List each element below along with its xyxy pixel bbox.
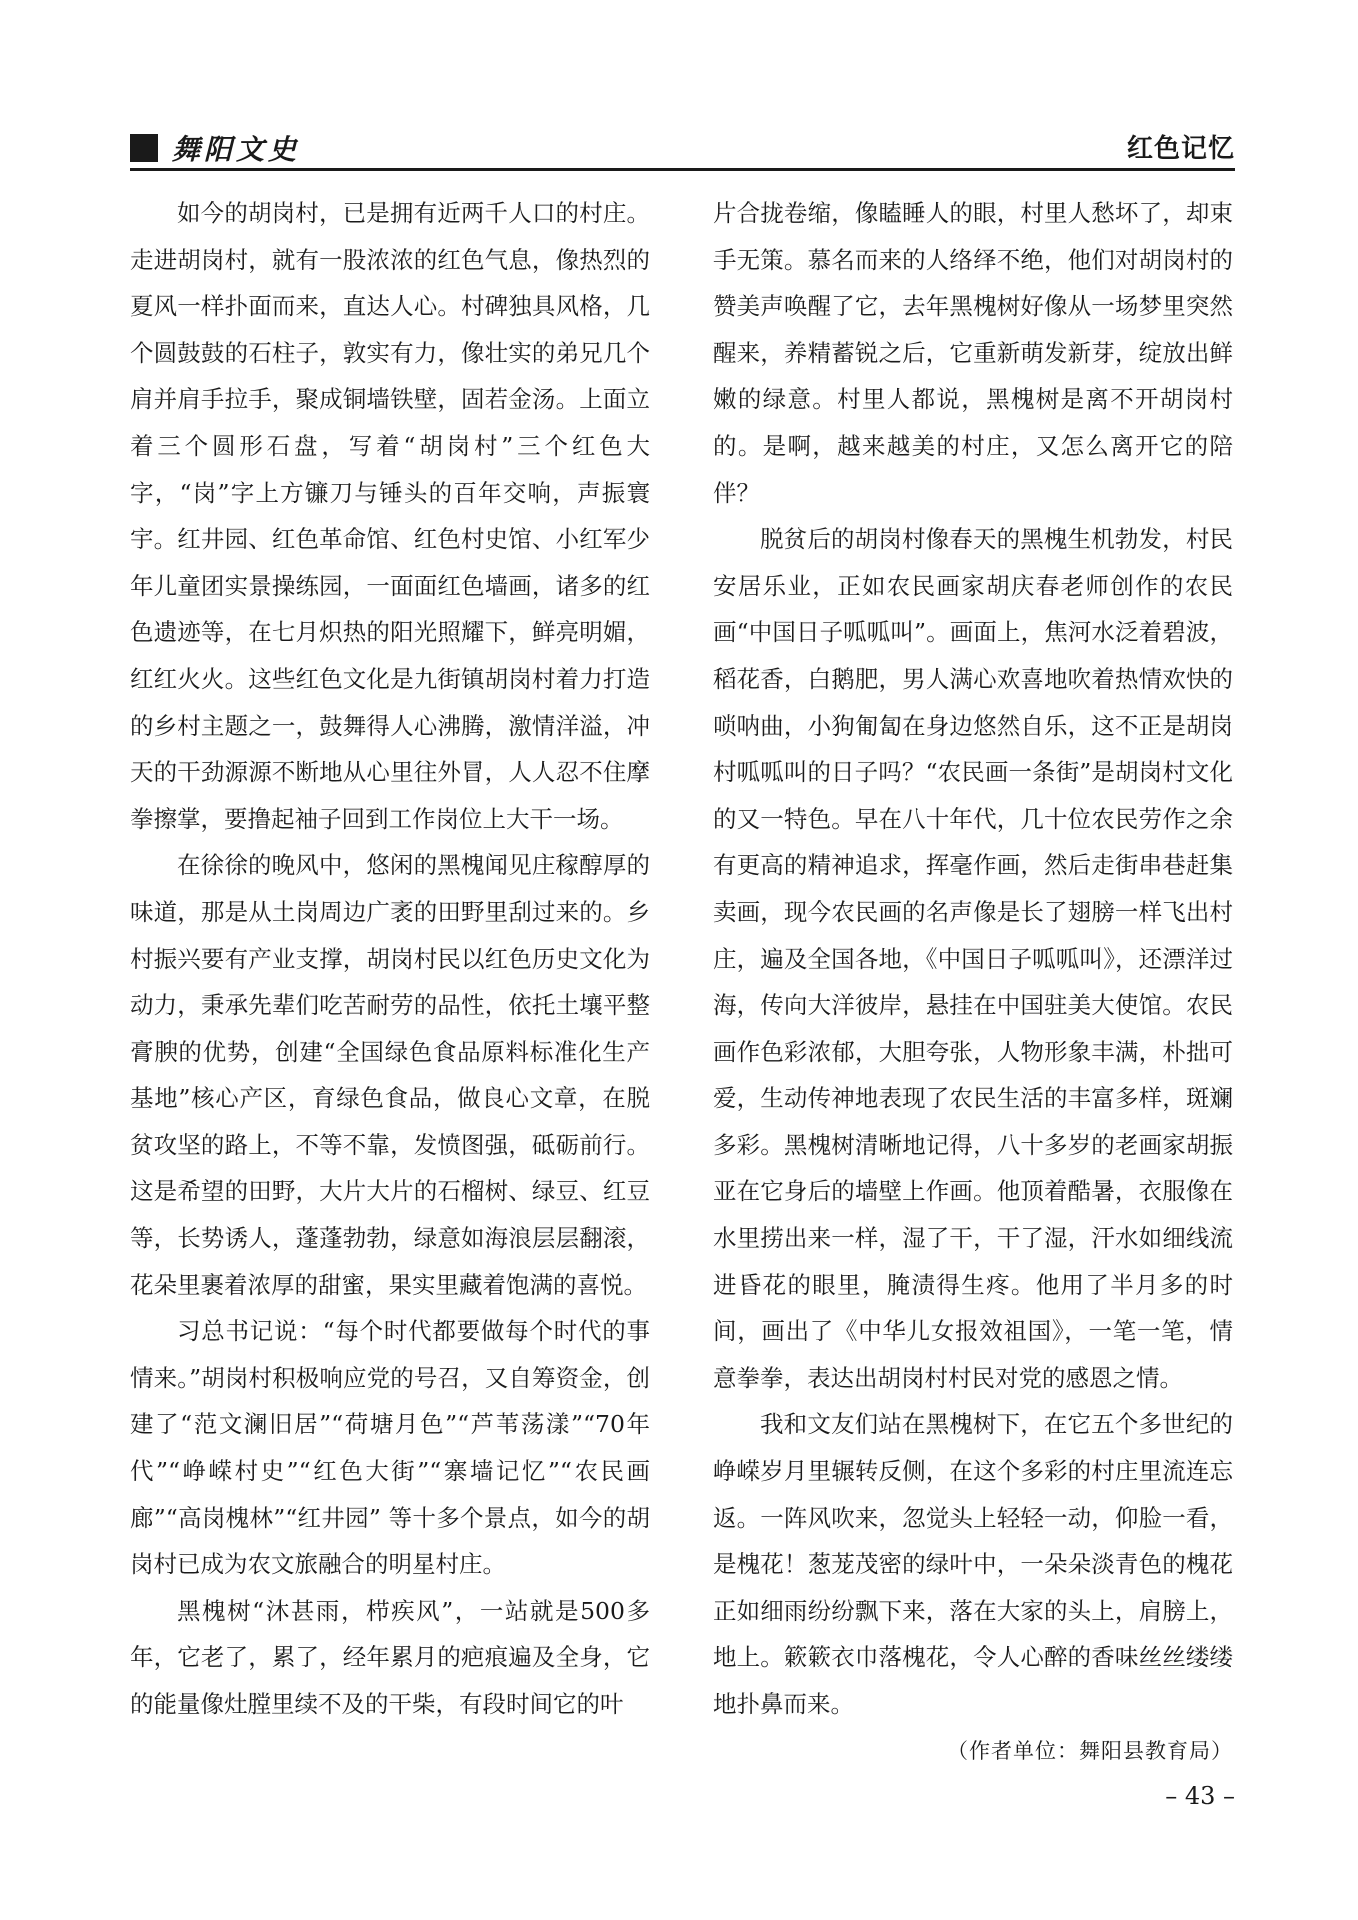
paragraph: 如今的胡岗村，已是拥有近两千人口的村庄。走进胡岗村，就有一股浓浓的红色气息，像热烈的夏风一样扑面而来，直达人心。村碑独具风格，几个圆鼓鼓的石柱子，敦实有力，像壮实的弟兄几个肩并肩手拉手，聚成铜墙铁壁，固若金汤。上面立着三个圆形石盘，写着“胡岗村”三个红色大字，“岗”字上方镰刀与锤头的百年交响，声振寰宇。红井园、红色革命馆、红色村史馆、小红军少年儿童团实景操练园，一面面红色墙画，诸多的红色遗迹等，在七月炽热的阳光照耀下，鲜亮明媚，红红火火。这些红色文化是九街镇胡岗村着力打造的乡村主题之一，鼓舞得人心沸腾，激情洋溢，冲天的干劲源源不断地从心里往外冒，人人忍不住摩拳擦掌，要撸起袖子回到工作岗位上大干一场。 xyxy=(130,199,650,833)
paragraph: 习总书记说：“每个时代都要做每个时代的事情来。”胡岗村积极响应党的号召，又自筹资金，创建了“范文澜旧居”“荷塘月色”“芦苇荡漾”“70年代”“峥嵘村史”“红色大街”“寨墙记忆”“农民画廊”“高岗槐林”“红井园” 等十多个景点，如今的胡岗村已成为农文旅融合的明星村庄。 xyxy=(130,1317,650,1579)
section-title: 红色记忆 xyxy=(1126,134,1235,164)
journal-masthead xyxy=(130,128,300,168)
article-column-right xyxy=(713,190,1233,1774)
author-affiliation: （作者单位：舞阳县教育局） xyxy=(947,1738,1233,1763)
masthead-square-mark xyxy=(130,134,158,162)
paragraph: 在徐徐的晚风中，悠闲的黑槐闻见庄稼醇厚的味道，那是从土岗周边广袤的田野里刮过来的。乡村振兴要有产业支撑，胡岗村民以红色历史文化为动力，秉承先辈们吃苦耐劳的品性，依托土壤平整膏腴的优势，创建“全国绿色食品原料标准化生产基地”核心产区，育绿色食品，做良心文章，在脱贫攻坚的路上，不等不靠，发愤图强，砥砺前行。这是希望的田野，大片大片的石榴树、绿豆、红豆等，长势诱人，蓬蓬勃勃，绿意如海浪层层翻滚，花朵里裹着浓厚的甜蜜，果实里藏着饱满的喜悦。 xyxy=(130,851,650,1299)
paragraph-continuation: 片合拢卷缩，像瞌睡人的眼，村里人愁坏了，却束手无策。慕名而来的人络绎不绝，他们对胡岗村的赞美声唤醒了它，去年黑槐树好像从一场梦里突然醒来，养精蓄锐之后，它重新萌发新芽，绽放出鲜嫩的绿意。村里人都说，黑槐树是离不开胡岗村的。是啊，越来越美的村庄，又怎么离开它的陪伴？ xyxy=(713,199,1233,507)
header-divider xyxy=(130,168,1235,171)
paragraph: 脱贫后的胡岗村像春天的黑槐生机勃发，村民安居乐业，正如农民画家胡庆春老师创作的农民画“中国日子呱呱叫”。画面上，焦河水泛着碧波，稻花香，白鹅肥，男人满心欢喜地吹着热情欢快的唢呐曲，小狗匍匐在身边悠然自乐，这不正是胡岗村呱呱叫的日子吗？“农民画一条街”是胡岗村文化的又一特色。早在八十年代，几十位农民劳作之余有更高的精神追求，挥毫作画，然后走街串巷赶集卖画，现今农民画的名声像是长了翅膀一样飞出村庄，遍及全国各地，《中国日子呱呱叫》，还漂洋过海，传向大洋彼岸，悬挂在中国驻美大使馆。农民画作色彩浓郁，大胆夸张，人物形象丰满，朴拙可爱，生动传神地表现了农民生活的丰富多样，斑斓多彩。黑槐树清晰地记得，八十多岁的老画家胡振亚在它身后的墙壁上作画。他顶着酷暑，衣服像在水里捞出来一样，湿了干，干了湿，汗水如细线流进昏花的眼里，腌渍得生疼。他用了半月多的时间，画出了《中华儿女报效祖国》，一笔一笔，情意拳拳，表达出胡岗村村民对党的感恩之情。 xyxy=(713,525,1233,1392)
article-column-left xyxy=(130,190,650,1728)
page-header xyxy=(130,124,1235,164)
paragraph: 我和文友们站在黑槐树下，在它五个多世纪的峥嵘岁月里辗转反侧，在这个多彩的村庄里流连忘返。一阵风吹来，忽觉头上轻轻一动，仰脸一看，是槐花！葱茏茂密的绿叶中，一朵朵淡青色的槐花正如细雨纷纷飘下来，落在大家的头上，肩膀上，地上。簌簌衣巾落槐花，令人心醉的香味丝丝缕缕地扑鼻而来。 xyxy=(713,1410,1233,1718)
paragraph: 黑槐树“沐甚雨，栉疾风”，一站就是500多年，它老了，累了，经年累月的疤痕遍及全身，它的能量像灶膛里续不及的干柴，有段时间它的叶 xyxy=(130,1596,650,1718)
journal-title: 舞阳文史 xyxy=(172,133,301,166)
page-number: – 43 – xyxy=(1165,1782,1235,1810)
